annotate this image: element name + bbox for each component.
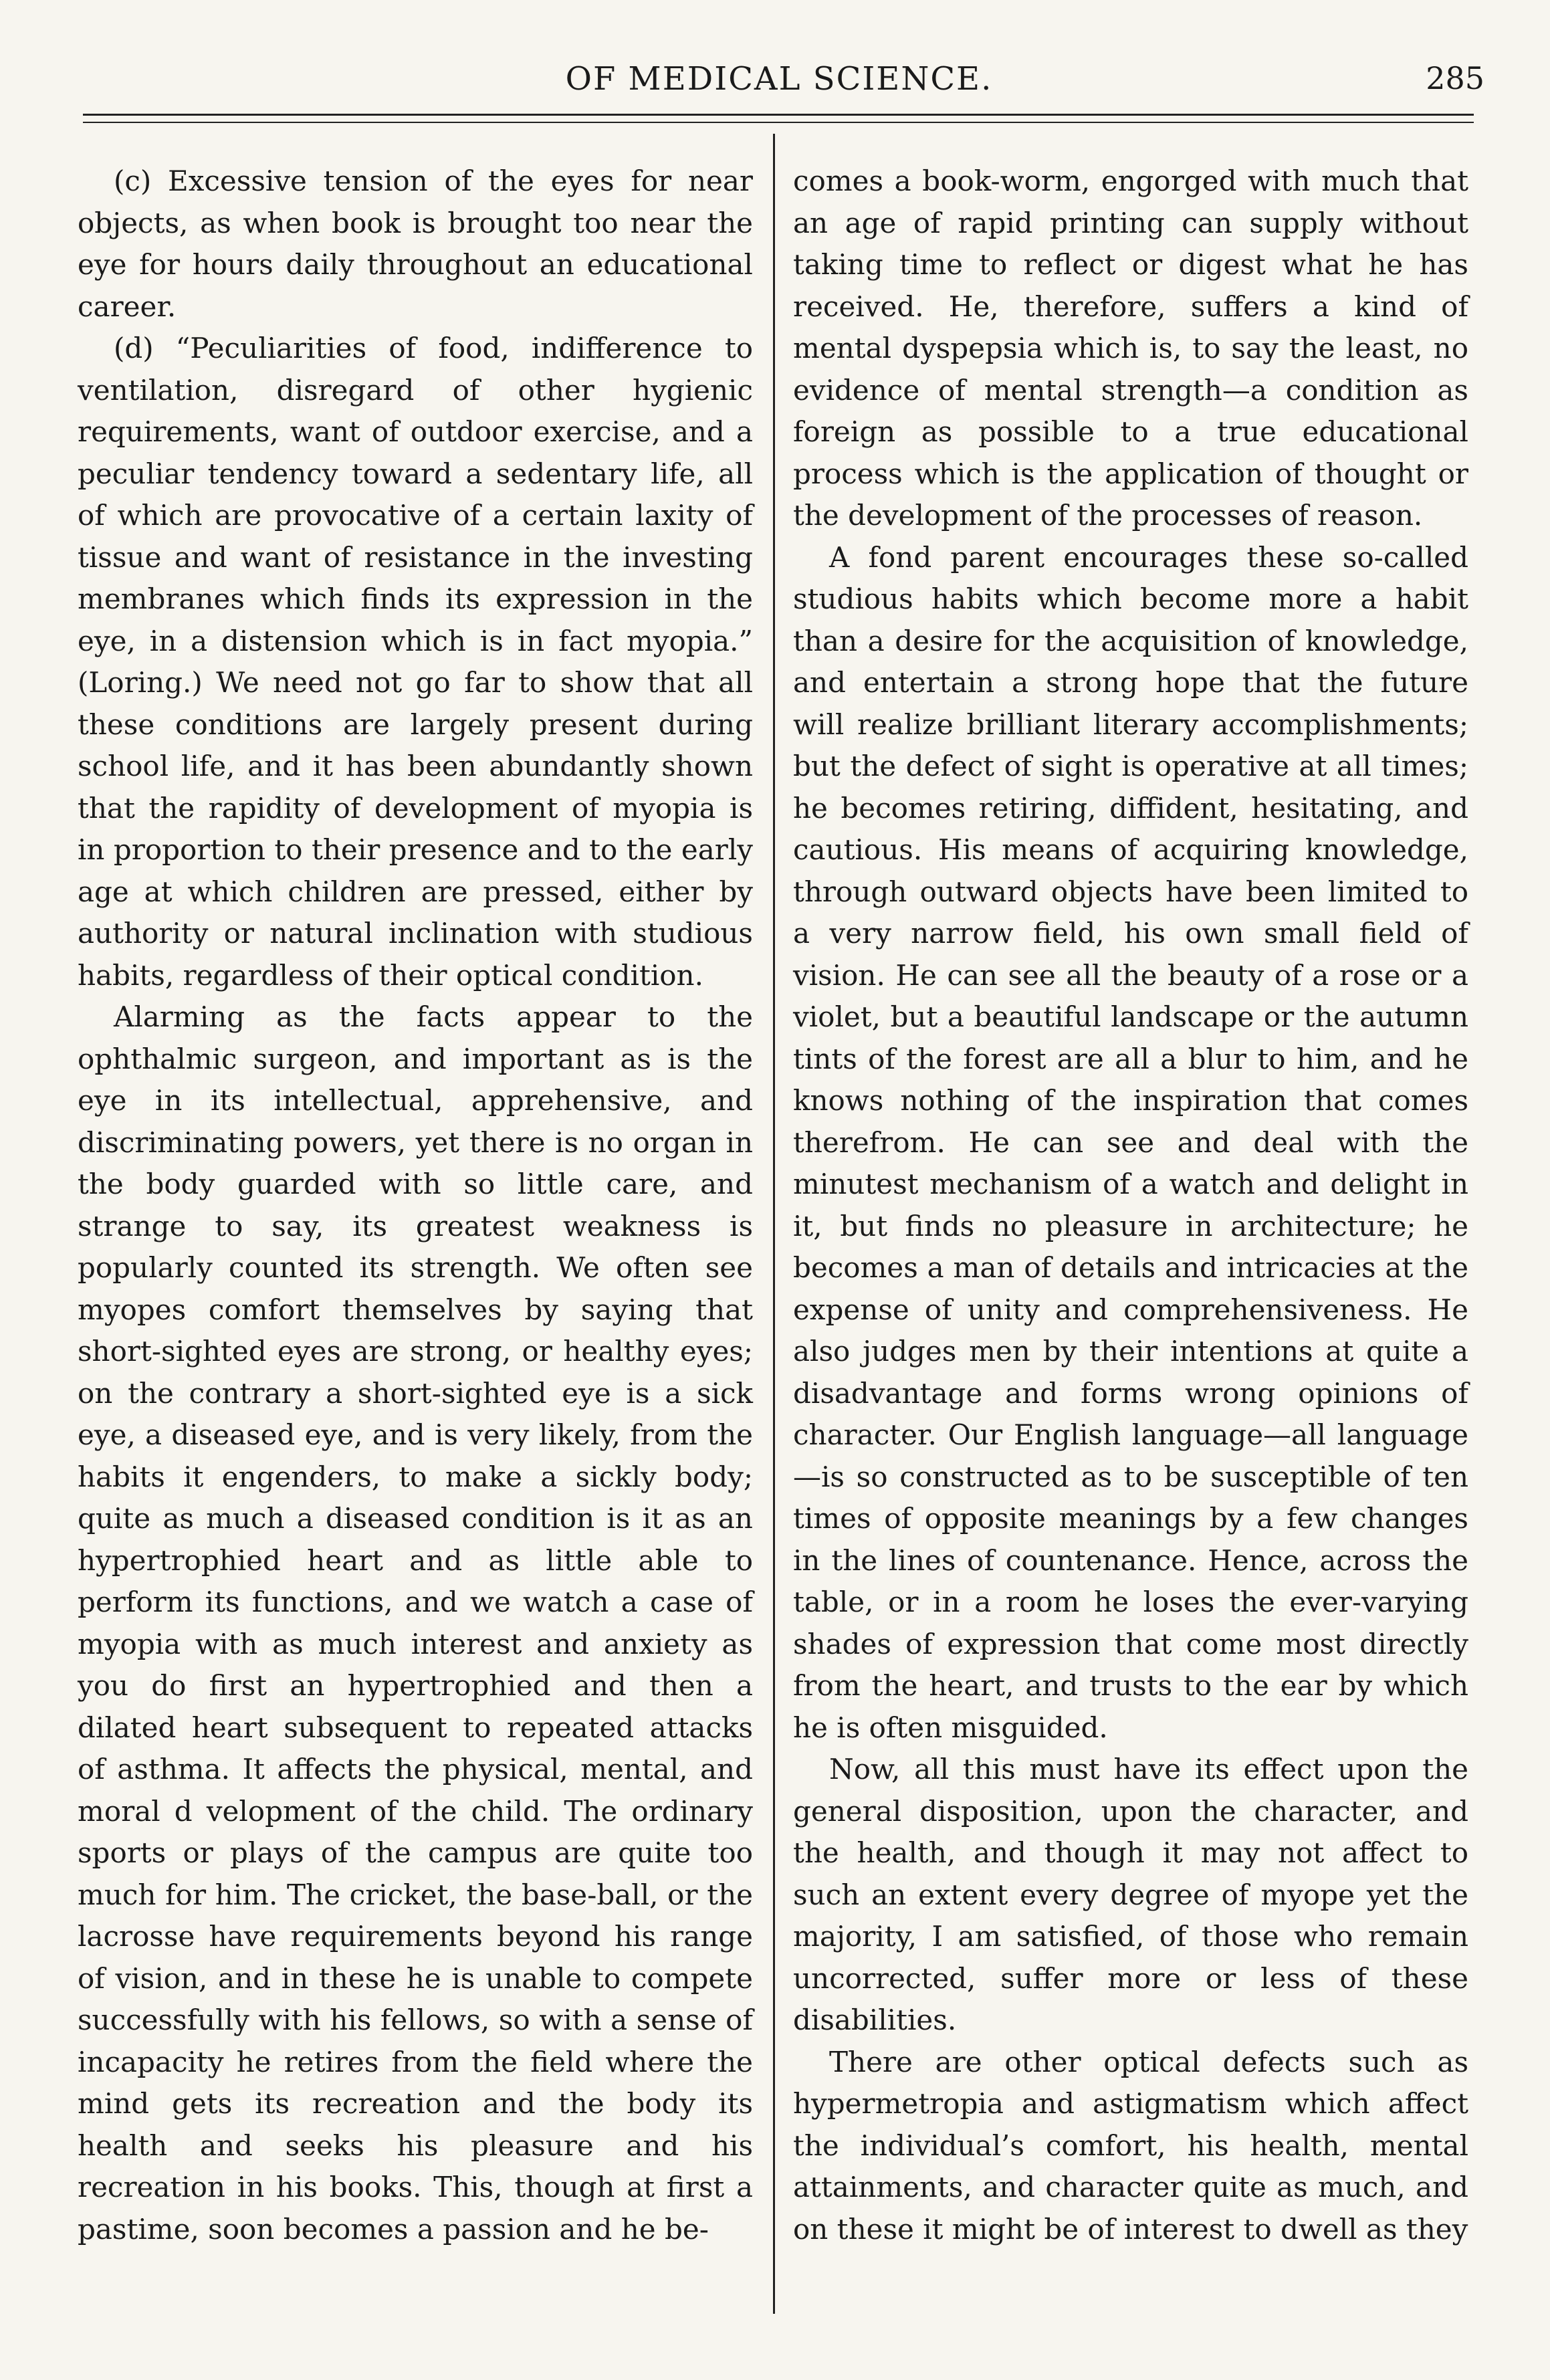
running-title: OF MEDICAL SCIENCE.: [565, 60, 993, 98]
running-head: [74, 41, 1484, 102]
paragraph-other-defects: There are other optical defects such as hypermetropia and astigmatism which affect the individual’s comfort, his health, mental attainments, and character quite as much, and on these it might be of interest to dwell as they: [793, 2045, 1468, 2246]
paragraph-d: (d) “Peculiarities of food, indifference to ventilation, disregard of other hygienic requirements, want of outdoor exercise, and a peculiar tendency toward a sedentary life, all of which are provocative of a certain laxity of tissue and want of resistance in the investing membranes which finds its expression in the eye, in a distension which is in fact myopia.” (Loring.) We need not go far to show that all these conditions are largely present during school life, and it has been abundantly shown that the rapidity of development of myopia is in proportion to their presence and to the early age at which children are pressed, either by authority or natural inclination with studious habits, regardless of their optical condition.: [78, 332, 753, 992]
paragraph-fond-parent: A fond parent encourages these so-called studious habits which become more a habit than a desire for the acquisition of knowledge, and entertain a strong hope that the future will realize brilliant literary accomplishments; but the defect of sight is operative at all times; he becomes retiring, diffident, hesitating, and cautious. His means of acquiring knowledge, through outward objects have been limited to a very narrow field, his own small field of vision. He can see all the beauty of a rose or a violet, but a beautiful landscape or the autumn tints of the forest are all a blur to him, and he knows nothing of the inspiration that comes therefrom. He can see and deal with the minutest mechanism of a watch and delight in it, but finds no pleasure in architecture; he becomes a man of details and intricacies at the expense of unity and comprehensiveness. He also judges men by their intentions at quite a disadvantage and forms wrong opinions of character. Our English language—all language—is so constructed as to be susceptible of ten times of opposite meanings by a few changes in the lines of countenance. Hence, across the table, or in a room he loses the ever-varying shades of expression that come most directly from the heart, and trusts to the ear by which he is often misguided.: [793, 540, 1468, 1744]
right-column: [793, 160, 1468, 2250]
paragraph-continuation: comes a book-worm, engorged with much that an age of rapid printing can supply without taking time to reflect or digest what he has received. He, therefore, suffers a kind of mental dyspepsia which is, to say the least, no evidence of mental strength—a condition as foreign as possible to a true educational process which is the application of thought or the development of the processes of reason.: [793, 165, 1468, 532]
column-divider: [773, 134, 775, 2314]
paragraph-c: (c) Excessive tension of the eyes for near objects, as when book is brought too near the eye for hours daily throughout an educational career.: [78, 165, 753, 323]
paragraph-alarming: Alarming as the facts appear to the ophthalmic surgeon, and important as is the eye in its intellectual, apprehensive, and discriminating powers, yet there is no organ in the body guarded with so little care, and strange to say, its greatest weakness is popularly counted its strength. We often see myopes comfort themselves by saying that short-sighted eyes are strong, or healthy eyes; on the contrary a short-sighted eye is a sick eye, a diseased eye, and is very likely, from the habits it engenders, to make a sickly body; quite as much a diseased condition is it as an hypertrophied heart and as little able to perform its functions, and we watch a case of myopia with as much interest and anxiety as you do first an hypertrophied and then a dilated heart subsequent to repeated attacks of asthma. It affects the physical, mental, and moral d velopment of the child. The ordinary sports or plays of the campus are quite too much for him. The cricket, the base-ball, or the lacrosse have requirements beyond his range of vision, and in these he is unable to compete successfully with his fellows, so with a sense of incapacity he retires from the field where the mind gets its recreation and the body its health and seeks his pleasure and his recreation in his books. This, though at first a pastime, soon becomes a passion and he be-: [78, 1000, 753, 2246]
page-number: 285: [1426, 60, 1484, 96]
paragraph-now: Now, all this must have its effect upon the general disposition, upon the character, and the health, and though it may not affect to such an extent every degree of myope yet the majority, I am satisfied, of those who remain uncorrected, suffer more or less of these disabilities.: [793, 1753, 1468, 2036]
header-rule: [83, 114, 1474, 116]
left-column: [78, 160, 753, 2250]
header-rule-thin: [83, 122, 1474, 123]
